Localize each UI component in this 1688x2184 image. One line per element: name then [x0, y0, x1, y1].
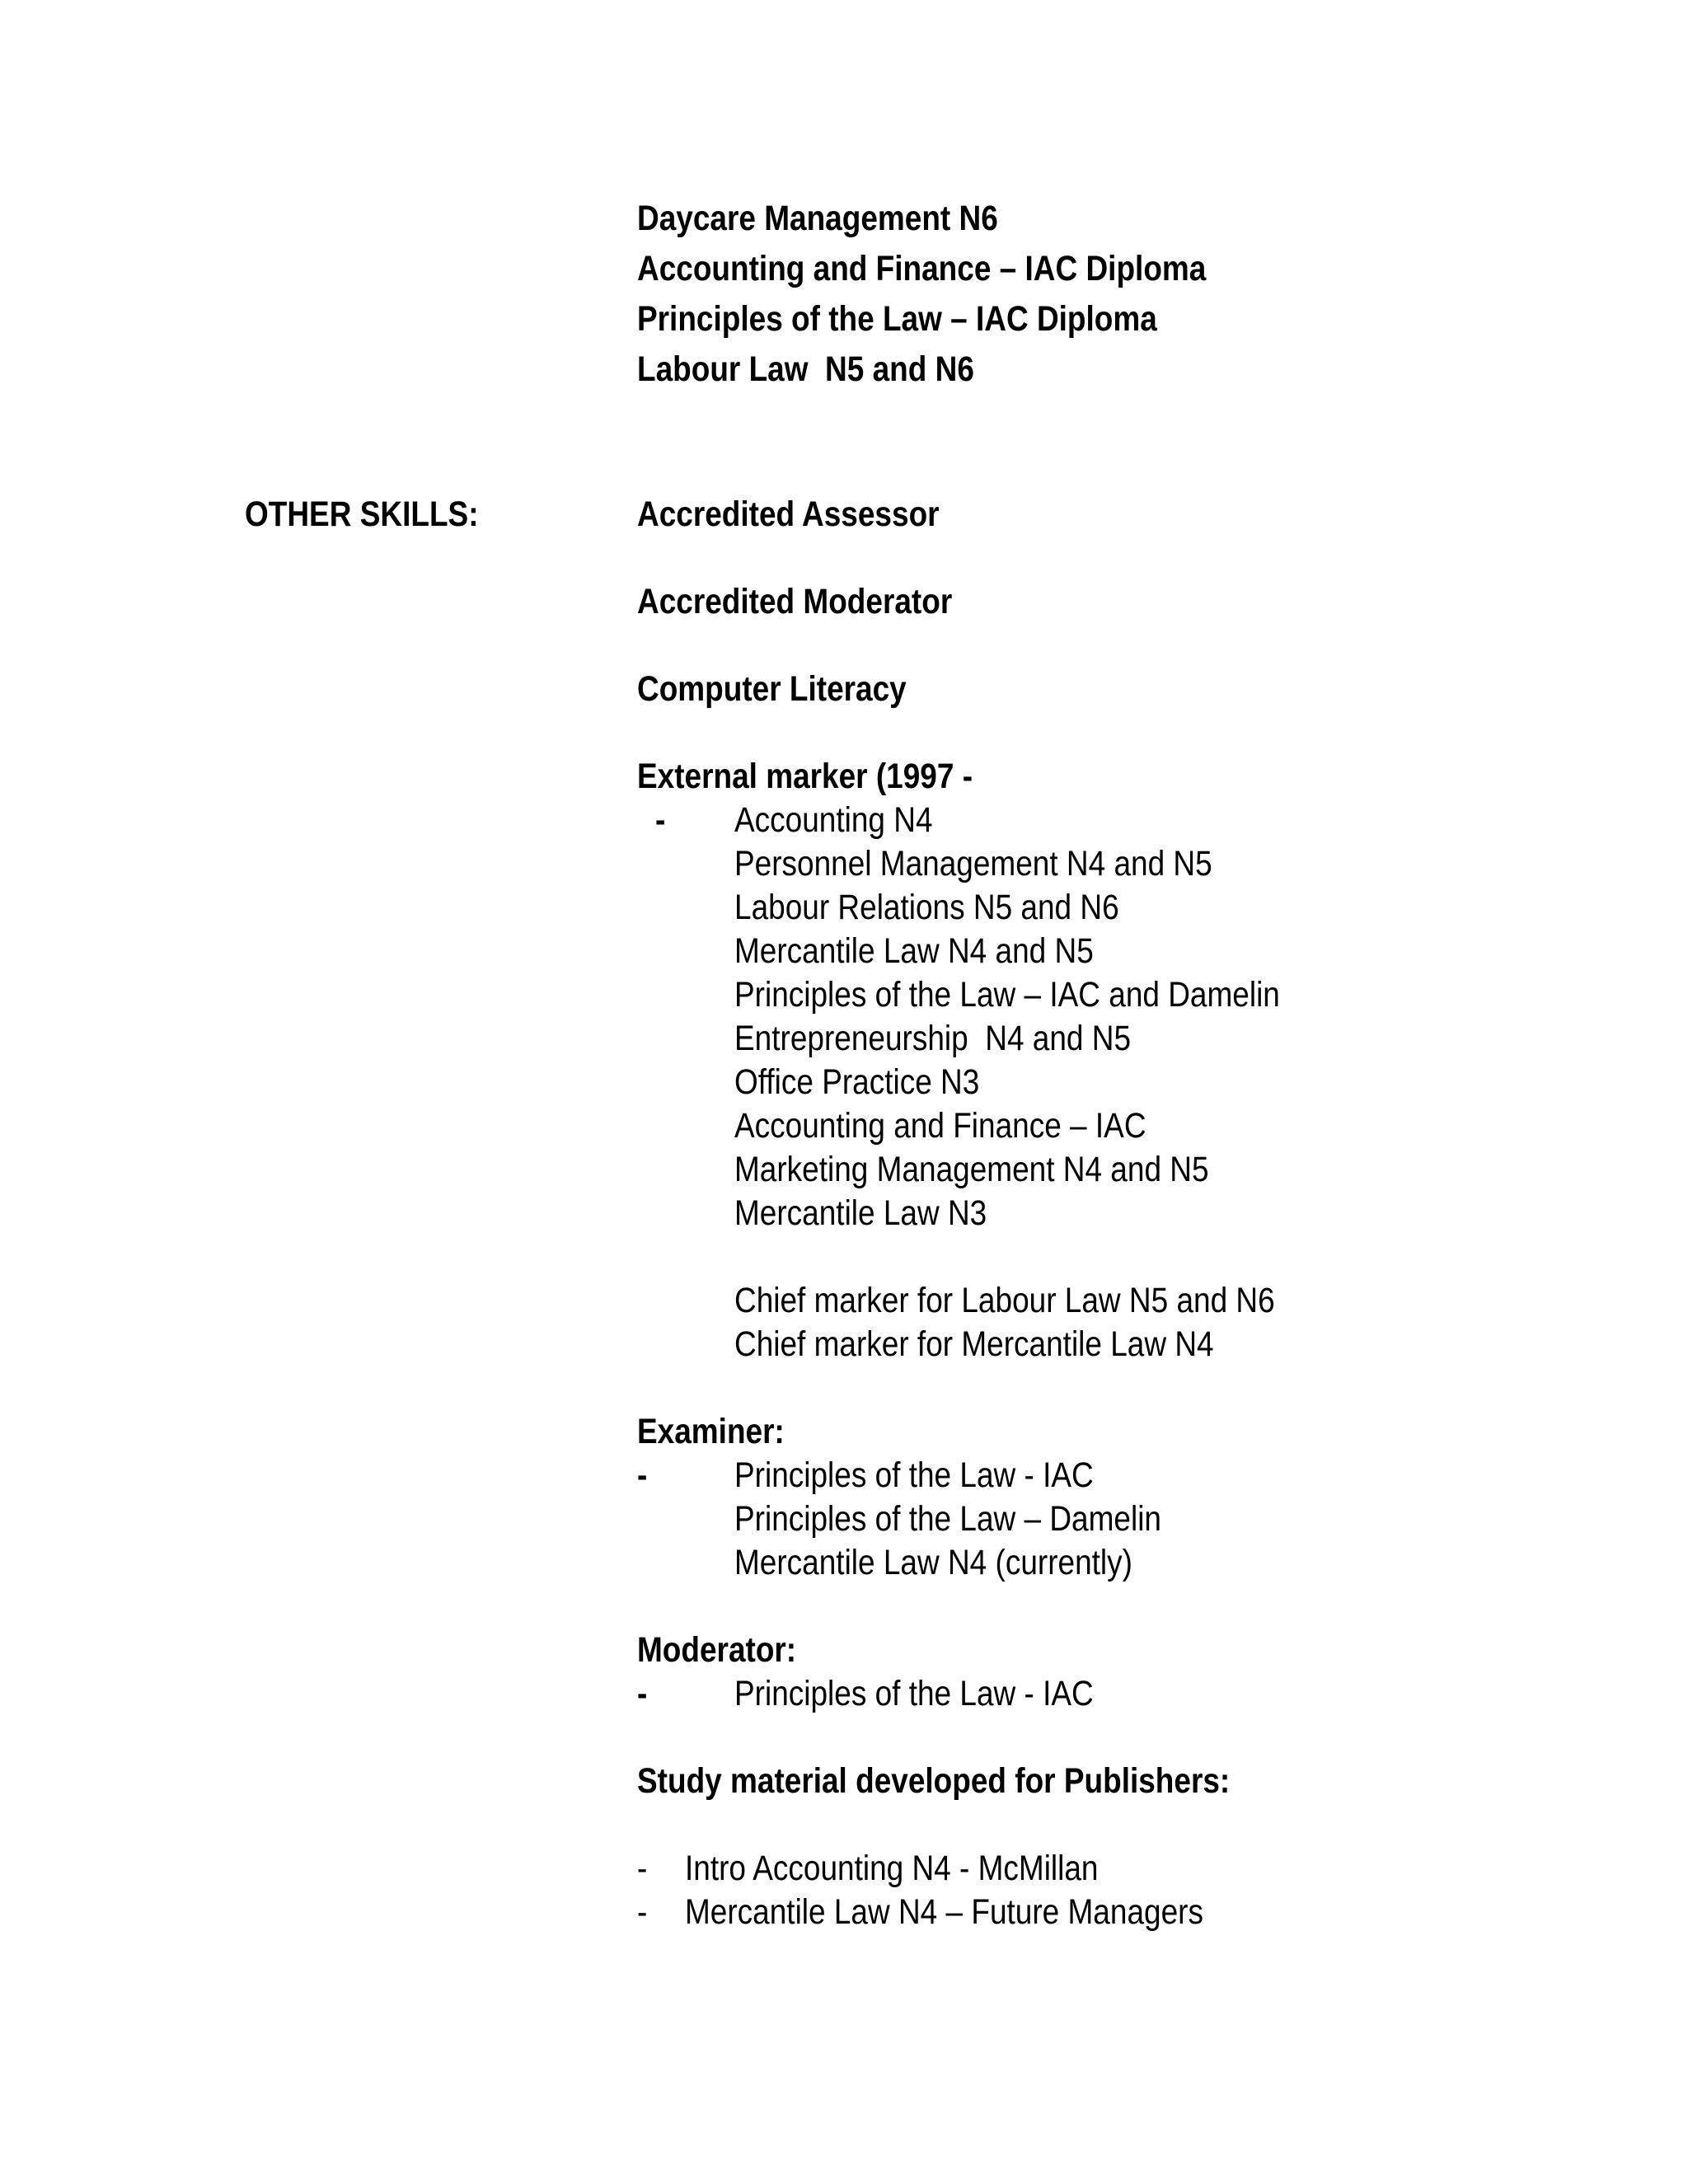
list-item: Mercantile Law N4 and N5 — [734, 931, 1094, 971]
list-item: Entrepreneurship N4 and N5 — [734, 1019, 1132, 1058]
qualification-line: Labour Law N5 and N6 — [637, 349, 974, 389]
list-item: Principles of the Law - IAC — [734, 1674, 1094, 1713]
list-item: Marketing Management N4 and N5 — [734, 1150, 1209, 1189]
list-item: Office Practice N3 — [734, 1062, 980, 1102]
qualification-line: Accounting and Finance – IAC Diploma — [637, 249, 1207, 288]
list-item: Mercantile Law N4 – Future Managers — [685, 1892, 1203, 1932]
chief-marker-line: Chief marker for Mercantile Law N4 — [734, 1324, 1214, 1364]
list-item: Mercantile Law N4 (currently) — [734, 1543, 1132, 1582]
list-bullet: - — [655, 800, 666, 840]
skill-item: Accredited Moderator — [637, 582, 953, 621]
list-item: Intro Accounting N4 - McMillan — [685, 1849, 1099, 1888]
list-item: Accounting and Finance – IAC — [734, 1106, 1146, 1146]
examiner-heading: Examiner: — [637, 1412, 785, 1451]
external-marker-heading: External marker (1997 - — [637, 757, 973, 796]
list-bullet: - — [637, 1849, 648, 1888]
list-bullet: - — [637, 1674, 648, 1713]
list-bullet: - — [637, 1892, 648, 1932]
list-bullet: - — [637, 1455, 648, 1495]
qualification-line: Principles of the Law – IAC Diploma — [637, 299, 1157, 339]
list-item: Accounting N4 — [734, 800, 933, 840]
moderator-heading: Moderator: — [637, 1630, 797, 1670]
section-label: OTHER SKILLS: — [245, 494, 479, 534]
skill-item: Accredited Assessor — [637, 494, 940, 534]
chief-marker-line: Chief marker for Labour Law N5 and N6 — [734, 1281, 1275, 1320]
study-material-heading: Study material developed for Publishers: — [637, 1761, 1231, 1801]
skill-item: Computer Literacy — [637, 669, 907, 709]
list-item: Principles of the Law - IAC — [734, 1455, 1094, 1495]
list-item: Labour Relations N5 and N6 — [734, 888, 1119, 927]
list-item: Principles of the Law – Damelin — [734, 1499, 1161, 1539]
list-item: Mercantile Law N3 — [734, 1193, 987, 1233]
qualification-line: Daycare Management N6 — [637, 199, 998, 238]
list-item: Personnel Management N4 and N5 — [734, 844, 1212, 883]
list-item: Principles of the Law – IAC and Damelin — [734, 975, 1280, 1015]
